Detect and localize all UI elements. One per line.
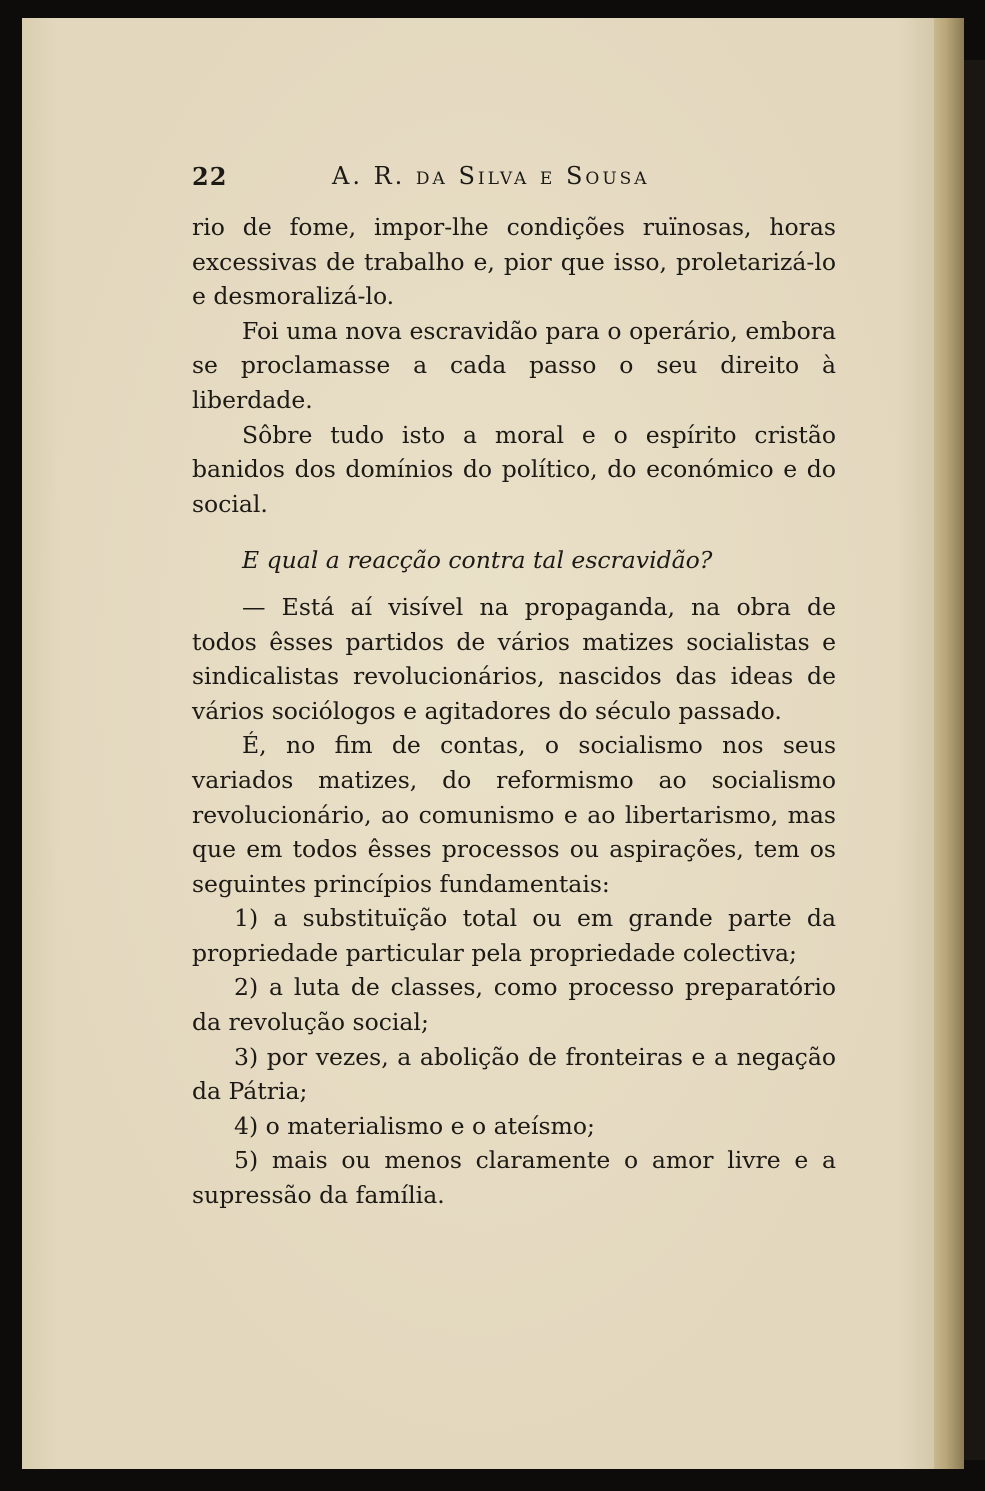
page-text [192, 150, 836, 1213]
paragraph: — Está aí visível na propaganda, na obra de todos êsses partidos de vários matizes socialistas e sindicalistas revolucionários, nascidos das ideas de vários sociólogos e agitadores do século passado. [192, 592, 836, 725]
running-head: A. R. da Silva e Sousa [332, 162, 650, 190]
section-question: E qual a reacção contra tal escravidão? [242, 546, 713, 575]
page-number: 22 [192, 162, 228, 191]
principle-item: 5) mais ou menos claramente o amor livre e a supressão da família. [192, 1146, 836, 1210]
principle-item: 1) a substituïção total ou em grande parte da propriedade particular pela propriedade colectiva; [192, 904, 836, 967]
principle-item: 2) a luta de classes, como processo preparatório da revolução social; [192, 973, 836, 1037]
paragraph: rio de fome, impor-lhe condições ruïnosas, horas excessivas de trabalho e, pior que isso, proletarizá-lo e desmoralizá-lo. [192, 213, 836, 311]
page-body [192, 210, 836, 1213]
principle-item: 3) por vezes, a abolição de fronteiras e a negação da Pátria; [192, 1042, 836, 1106]
paragraph: Sôbre tudo isto a moral e o espírito cristão banidos dos domínios do político, do económico e do social. [192, 420, 836, 518]
principle-item: 4) o materialismo e o ateísmo; [234, 1111, 595, 1140]
paragraph: Foi uma nova escravidão para o operário, embora se proclamasse a cada passo o seu direito à liberdade. [192, 316, 836, 414]
page-header [192, 150, 836, 210]
paragraph: É, no fim de contas, o socialismo nos seus variados matizes, do reformismo ao socialismo revolucionário, ao comunismo e ao libertarismo, mas que em todos êsses processos ou aspirações, tem os seguintes princípios fundamentais: [192, 731, 836, 898]
page-edge [934, 18, 964, 1469]
page-edge-shadow [964, 60, 985, 1460]
